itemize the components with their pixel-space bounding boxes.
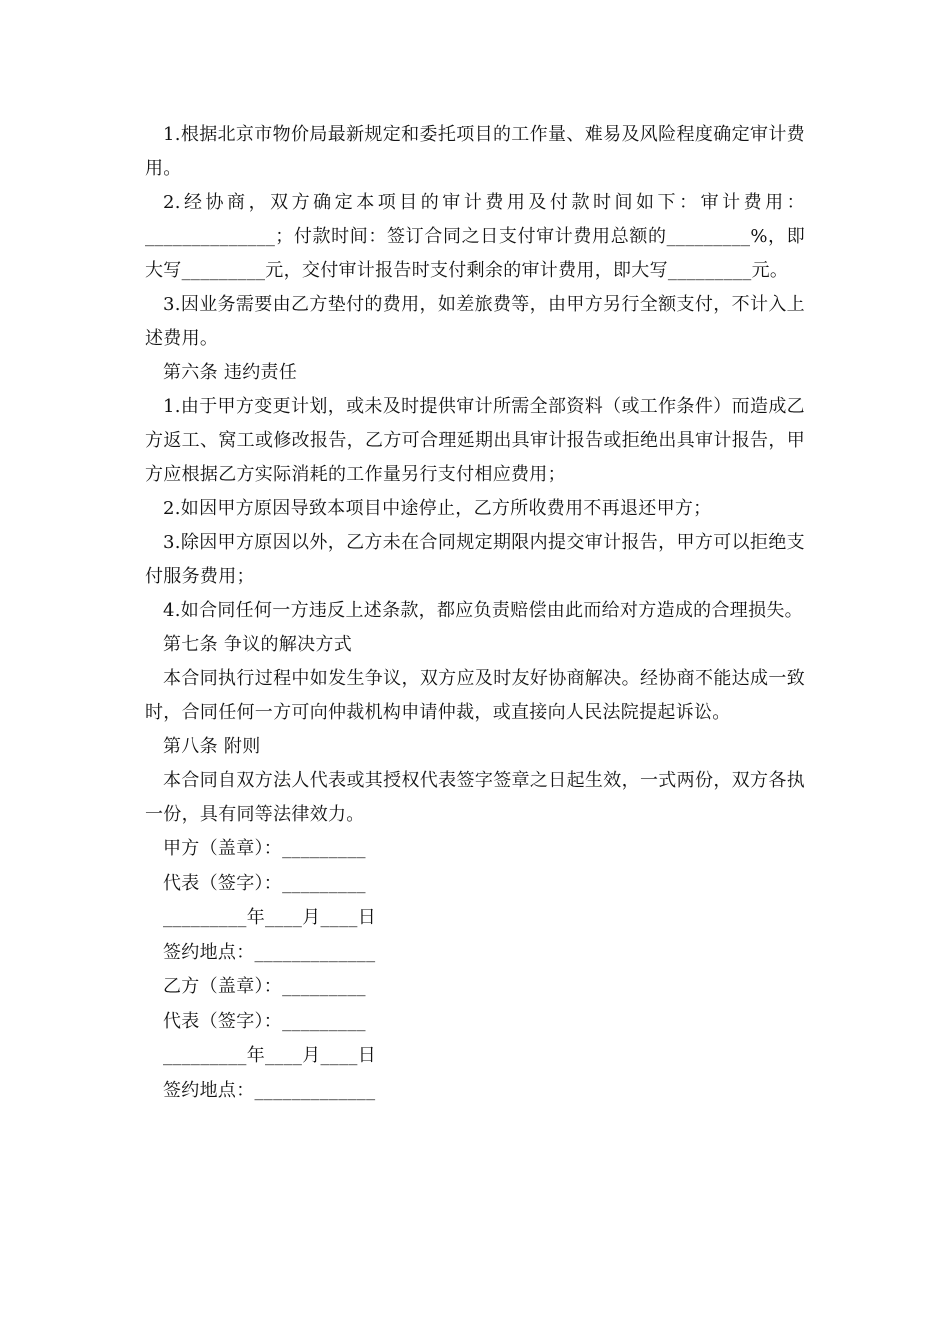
article-8-heading: 第八条 附则 — [163, 736, 261, 757]
party-a-representative-line: 代表（签字）：_________ — [163, 872, 366, 894]
party-a-seal-line: 甲方（盖章）：_________ — [163, 838, 366, 859]
breach-item-3: 3.除因甲方原因以外，乙方未在合同规定期限内提交审计报告，甲方可以拒绝支付服务费用； — [145, 532, 805, 587]
breach-item-4: 4.如合同任何一方违反上述条款，都应负责赔偿由此而给对方造成的合理损失。 — [163, 600, 803, 621]
party-b-seal-line: 乙方（盖章）：_________ — [163, 976, 366, 997]
dispute-body: 本合同执行过程中如发生争议，双方应及时友好协商解决。经协商不能达成一致时，合同任何一方可向仲裁机构申请仲裁，或直接向人民法院提起诉讼。 — [145, 668, 805, 723]
fee-item-3: 3.因业务需要由乙方垫付的费用，如差旅费等，由甲方另行全额支付，不计入上述费用。 — [145, 294, 805, 349]
party-b-date-line: _________年____月____日 — [163, 1045, 376, 1066]
party-b-place-line: 签约地点：_____________ — [163, 1079, 376, 1101]
appendix-body: 本合同自双方法人代表或其授权代表签字签章之日起生效，一式两份，双方各执一份，具有同等法律效力。 — [145, 770, 805, 825]
article-6-heading: 第六条 违约责任 — [163, 362, 298, 383]
fee-item-2: 2.经协商，双方确定本项目的审计费用及付款时间如下：审计费用：______________；付款时间：签订合同之日支付审计费用总额的_________%，即大写_________元，交付审计报告时支付剩余的审计费用，即大写_________元。 — [145, 192, 805, 281]
contract-body — [145, 118, 805, 1108]
party-b-representative-line: 代表（签字）：_________ — [163, 1010, 366, 1032]
breach-item-2: 2.如因甲方原因导致本项目中途停止，乙方所收费用不再退还甲方； — [163, 498, 712, 519]
breach-item-1: 1.由于甲方变更计划，或未及时提供审计所需全部资料（或工作条件）而造成乙方返工、窝工或修改报告，乙方可合理延期出具审计报告或拒绝出具审计报告，甲方应根据乙方实际消耗的工作量另行支付相应费用； — [145, 396, 805, 485]
article-7-heading: 第七条 争议的解决方式 — [163, 634, 353, 655]
party-a-date-line: _________年____月____日 — [163, 907, 376, 928]
fee-item-1: 1.根据北京市物价局最新规定和委托项目的工作量、难易及风险程度确定审计费用。 — [145, 124, 805, 179]
party-a-place-line: 签约地点：_____________ — [163, 941, 376, 963]
